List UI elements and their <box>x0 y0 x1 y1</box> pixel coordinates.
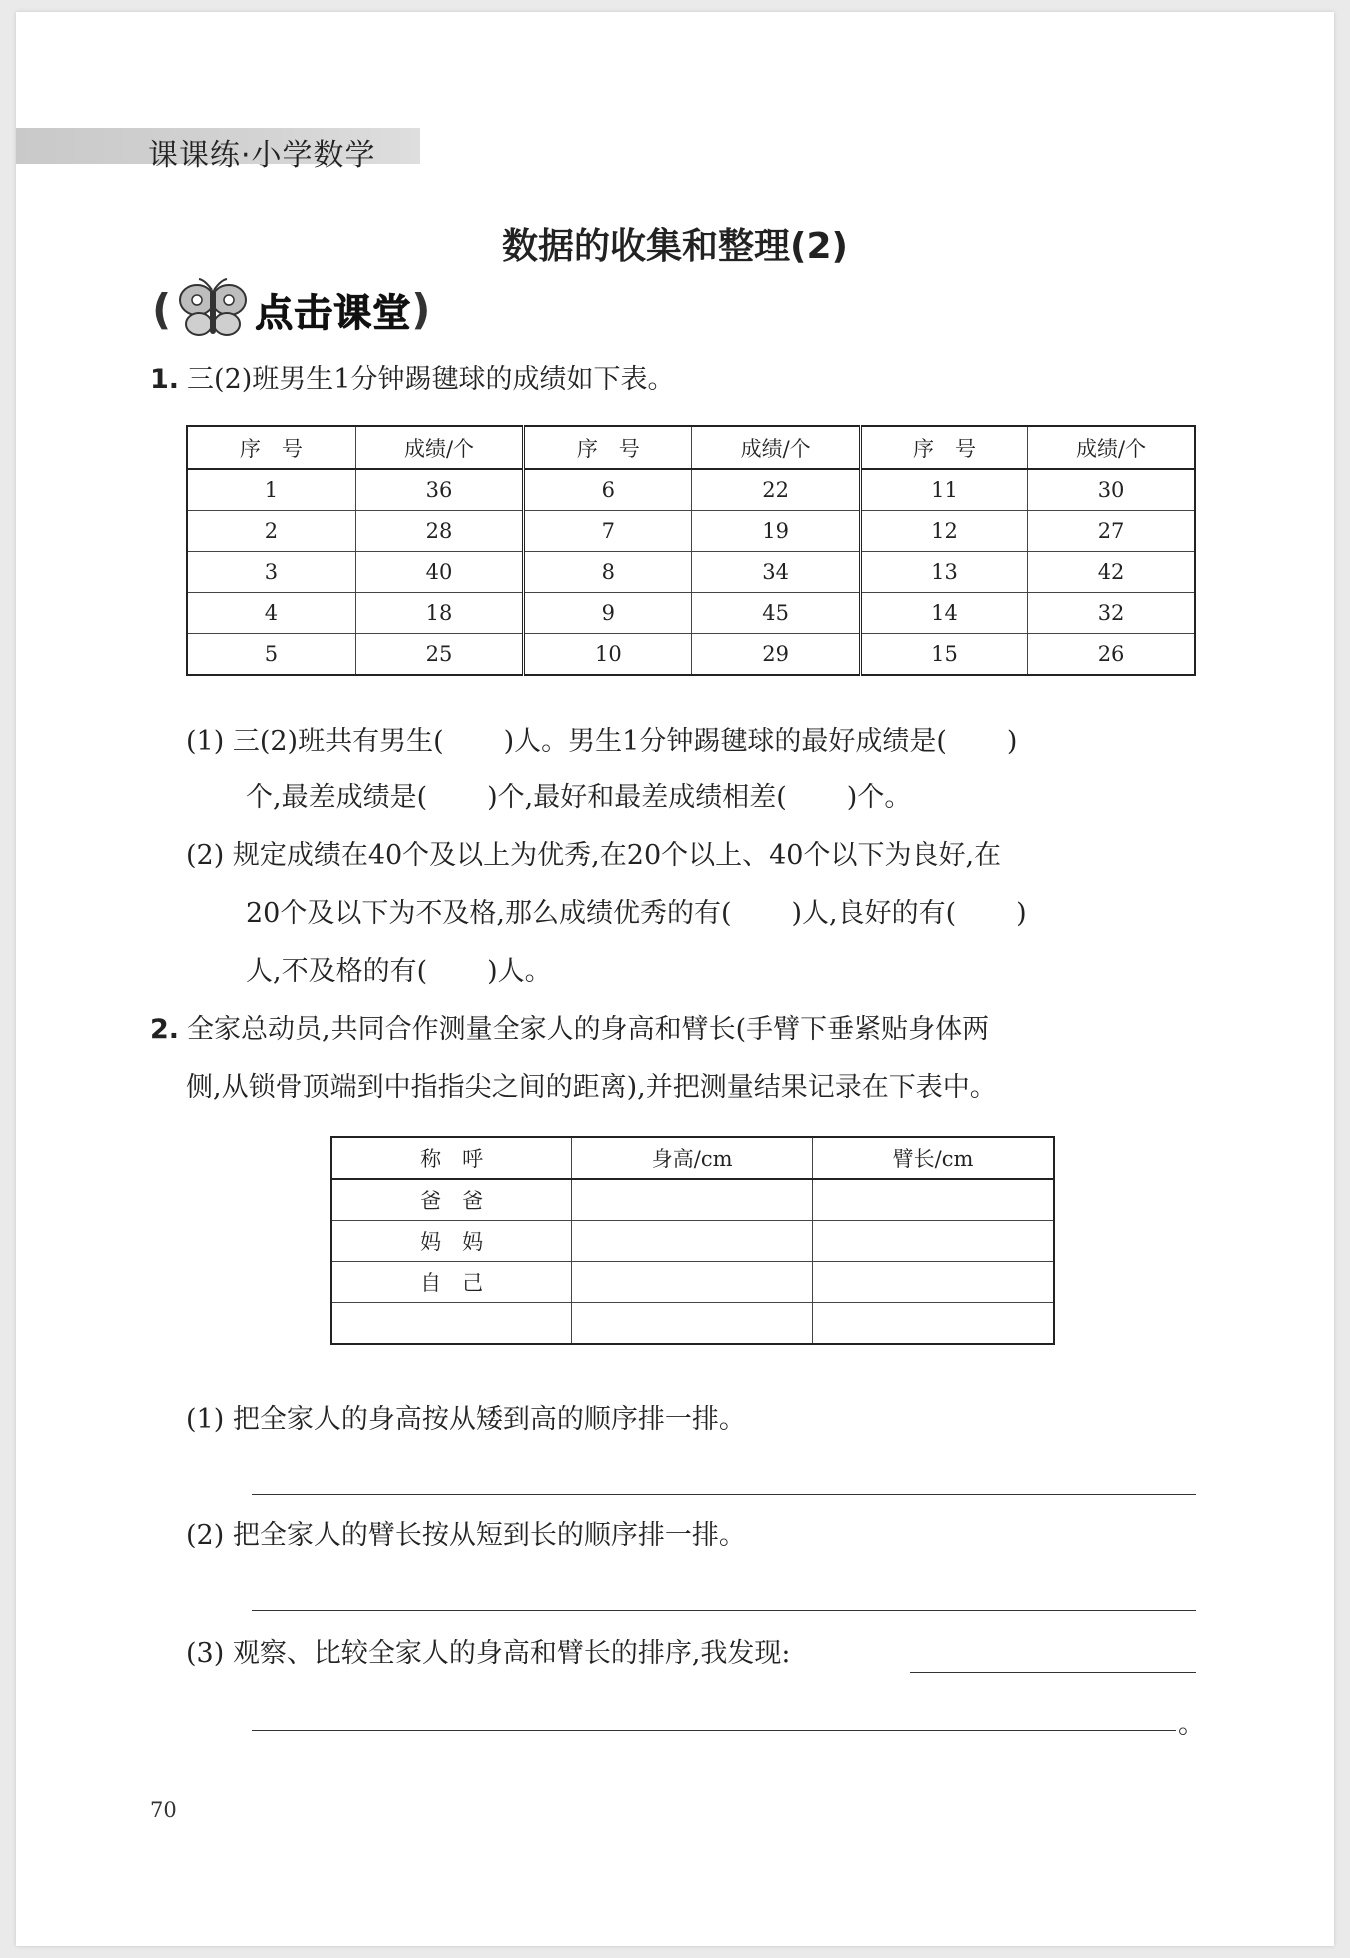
table-cell: 40 <box>355 552 523 593</box>
question-2-sub-2 <box>186 1520 746 1552</box>
table-cell: 2 <box>187 511 355 552</box>
sub-text: )个。 <box>846 782 912 813</box>
sub-text: (2) 把全家人的臂长按从短到长的顺序排一排。 <box>186 1520 746 1551</box>
table-row <box>187 593 1195 634</box>
question-2-line-2 <box>186 1072 997 1104</box>
table-cell: 9 <box>524 593 692 634</box>
table-cell: 15 <box>860 634 1027 676</box>
table-cell: 13 <box>860 552 1027 593</box>
sub-text: ) <box>1006 726 1018 757</box>
table-input-cell[interactable] <box>572 1303 813 1345</box>
table-header-cell: 序 号 <box>524 426 692 469</box>
answer-line[interactable] <box>252 1610 1196 1611</box>
question-2-sub-1 <box>186 1404 746 1436</box>
table-cell: 26 <box>1028 634 1195 676</box>
table-cell: 妈 妈 <box>331 1221 572 1262</box>
table-header-cell: 成绩/个 <box>1028 426 1195 469</box>
question-2-sub-3 <box>186 1638 791 1670</box>
table-cell: 29 <box>692 634 860 676</box>
question-1-sub-2-line-2 <box>246 898 1027 930</box>
table-cell: 22 <box>692 469 860 511</box>
question-1-number: 1. <box>150 364 180 395</box>
section-open-bracket: ( <box>152 284 172 334</box>
table-cell: 14 <box>860 593 1027 634</box>
table-header-row <box>331 1137 1054 1179</box>
table-cell: 10 <box>524 634 692 676</box>
family-measure-table <box>330 1136 1055 1345</box>
butterfly-icon <box>175 276 251 342</box>
section-badge <box>152 276 430 342</box>
sub-text: )个,最好和最差成绩相差( <box>487 782 787 813</box>
table-header-cell: 臂长/cm <box>813 1137 1055 1179</box>
question-1 <box>150 364 674 396</box>
table-header-cell: 身高/cm <box>572 1137 813 1179</box>
answer-line[interactable] <box>910 1672 1196 1673</box>
table-header-cell: 成绩/个 <box>355 426 523 469</box>
question-2-text: 全家总动员,共同合作测量全家人的身高和臂长(手臂下垂紧贴身体两 <box>187 1014 990 1045</box>
table-input-cell[interactable] <box>572 1179 813 1221</box>
sub-text: 个,最差成绩是( <box>246 782 428 813</box>
table-cell: 4 <box>187 593 355 634</box>
section-label: 点击课堂 <box>255 290 412 335</box>
question-2-text: 侧,从锁骨顶端到中指指尖之间的距离),并把测量结果记录在下表中。 <box>186 1072 997 1103</box>
sub-text: (2) 规定成绩在40个及以上为优秀,在20个以上、40个以下为良好,在 <box>186 840 1002 871</box>
table-row <box>331 1303 1054 1345</box>
question-1-sub-1-line-2 <box>246 782 911 814</box>
table-row <box>187 511 1195 552</box>
table-cell: 7 <box>524 511 692 552</box>
kick-score-table <box>186 425 1196 676</box>
table-cell: 8 <box>524 552 692 593</box>
question-1-sub-2-line-1 <box>186 840 1001 872</box>
question-1-sub-1-line-1 <box>186 726 1017 758</box>
sub-text: )人,良好的有( <box>791 898 957 929</box>
table-header-row <box>187 426 1195 469</box>
table-input-cell[interactable] <box>813 1303 1055 1345</box>
sub-text: (1) 把全家人的身高按从矮到高的顺序排一排。 <box>186 1404 746 1435</box>
table-cell: 5 <box>187 634 355 676</box>
table-row <box>331 1179 1054 1221</box>
page-title: 数据的收集和整理(2) <box>502 226 848 267</box>
section-close-bracket: ) <box>411 284 431 334</box>
table-row <box>331 1262 1054 1303</box>
series-title: 课课练·小学数学 <box>148 138 376 173</box>
table-row <box>187 634 1195 676</box>
table-header-cell: 序 号 <box>860 426 1027 469</box>
table-cell: 25 <box>355 634 523 676</box>
sub-text: 20个及以下为不及格,那么成绩优秀的有( <box>246 898 732 929</box>
table-cell: 45 <box>692 593 860 634</box>
sub-text: (3) 观察、比较全家人的身高和臂长的排序,我发现: <box>186 1638 791 1669</box>
table-input-cell[interactable] <box>813 1262 1055 1303</box>
table-cell: 18 <box>355 593 523 634</box>
answer-line[interactable] <box>252 1730 1176 1731</box>
table-cell: 11 <box>860 469 1027 511</box>
question-1-text: 三(2)班男生1分钟踢毽球的成绩如下表。 <box>187 364 675 395</box>
workbook-page <box>16 12 1334 1946</box>
table-row <box>187 469 1195 511</box>
table-cell: 19 <box>692 511 860 552</box>
table-input-cell[interactable] <box>813 1179 1055 1221</box>
table-cell: 36 <box>355 469 523 511</box>
table-cell: 12 <box>860 511 1027 552</box>
table-cell: 34 <box>692 552 860 593</box>
question-2-line-1 <box>150 1014 989 1046</box>
table-cell: 28 <box>355 511 523 552</box>
answer-line[interactable] <box>252 1494 1196 1495</box>
table-header-cell: 成绩/个 <box>692 426 860 469</box>
table-header-cell: 称 呼 <box>331 1137 572 1179</box>
table-input-cell[interactable] <box>572 1221 813 1262</box>
question-1-sub-2-line-3 <box>246 956 552 988</box>
table-cell: 自 己 <box>331 1262 572 1303</box>
question-2-number: 2. <box>150 1014 180 1045</box>
sub-text: )人。男生1分钟踢毽球的最好成绩是( <box>503 726 947 757</box>
table-cell: 爸 爸 <box>331 1179 572 1221</box>
page-number: 70 <box>150 1798 177 1822</box>
table-cell: 6 <box>524 469 692 511</box>
table-input-cell[interactable] <box>572 1262 813 1303</box>
sub-text: (1) 三(2)班共有男生( <box>186 726 444 757</box>
table-input-cell[interactable] <box>331 1303 572 1345</box>
table-header-cell: 序 号 <box>187 426 355 469</box>
table-cell: 30 <box>1028 469 1195 511</box>
sub-text: ) <box>1016 898 1027 929</box>
table-row <box>187 552 1195 593</box>
sub-text: )人。 <box>487 956 552 987</box>
table-row <box>331 1221 1054 1262</box>
table-cell: 32 <box>1028 593 1195 634</box>
table-cell: 1 <box>187 469 355 511</box>
table-cell: 42 <box>1028 552 1195 593</box>
table-input-cell[interactable] <box>813 1221 1055 1262</box>
sub-text: 人,不及格的有( <box>246 956 428 987</box>
table-cell: 27 <box>1028 511 1195 552</box>
table-cell: 3 <box>187 552 355 593</box>
end-period: 。 <box>1178 1709 1205 1740</box>
